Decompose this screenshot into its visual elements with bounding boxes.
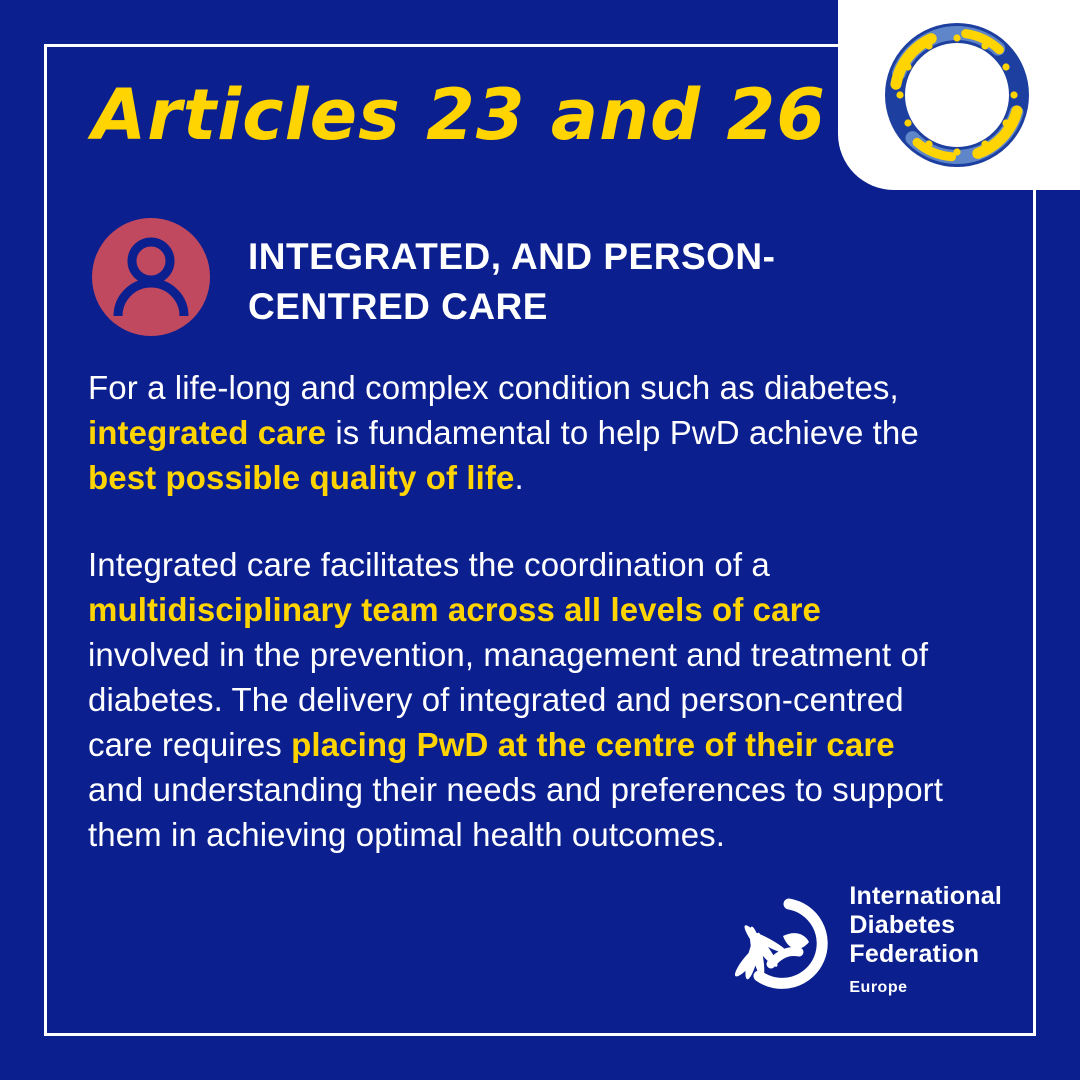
body-copy: [88, 365, 948, 857]
p1-text-2: is fundamental to help PwD achieve the: [326, 414, 919, 451]
p1-highlight-2: best possible quality of life: [88, 459, 515, 496]
paragraph-1: [88, 365, 948, 500]
p2-highlight-1: multidisciplinary team across all levels of care: [88, 591, 821, 628]
p2-text-1: Integrated care facilitates the coordination of a: [88, 546, 770, 583]
section-subtitle: INTEGRATED, AND PERSON-CENTRED CARE: [248, 236, 776, 327]
idf-region: Europe: [849, 979, 908, 996]
idf-line-1: International: [849, 882, 1002, 910]
p2-highlight-2: placing PwD at the centre of their care: [291, 726, 895, 763]
idf-flower-circle-icon: [727, 890, 835, 994]
idf-wordmark: [849, 882, 1002, 1002]
idf-logo: [727, 882, 1002, 1002]
p2-text-2: involved in the prevention, management and treatment of diabetes. The delivery of integrated and person-centred care requires: [88, 636, 929, 763]
page-title: Articles 23 and 26: [92, 74, 826, 156]
p1-text-3: .: [514, 459, 524, 496]
p1-highlight-1: integrated care: [88, 414, 327, 451]
p2-text-3: and understanding their needs and preferences to support them in achieving optimal health outcomes.: [88, 771, 944, 853]
eu-ring-icon: [882, 20, 1032, 170]
idf-line-3: Federation: [849, 940, 980, 968]
p1-text-1: For a life-long and complex condition such as diabetes,: [88, 369, 899, 406]
paragraph-2: [88, 542, 948, 857]
person-icon: [92, 218, 210, 336]
idf-line-2: Diabetes: [849, 911, 956, 939]
